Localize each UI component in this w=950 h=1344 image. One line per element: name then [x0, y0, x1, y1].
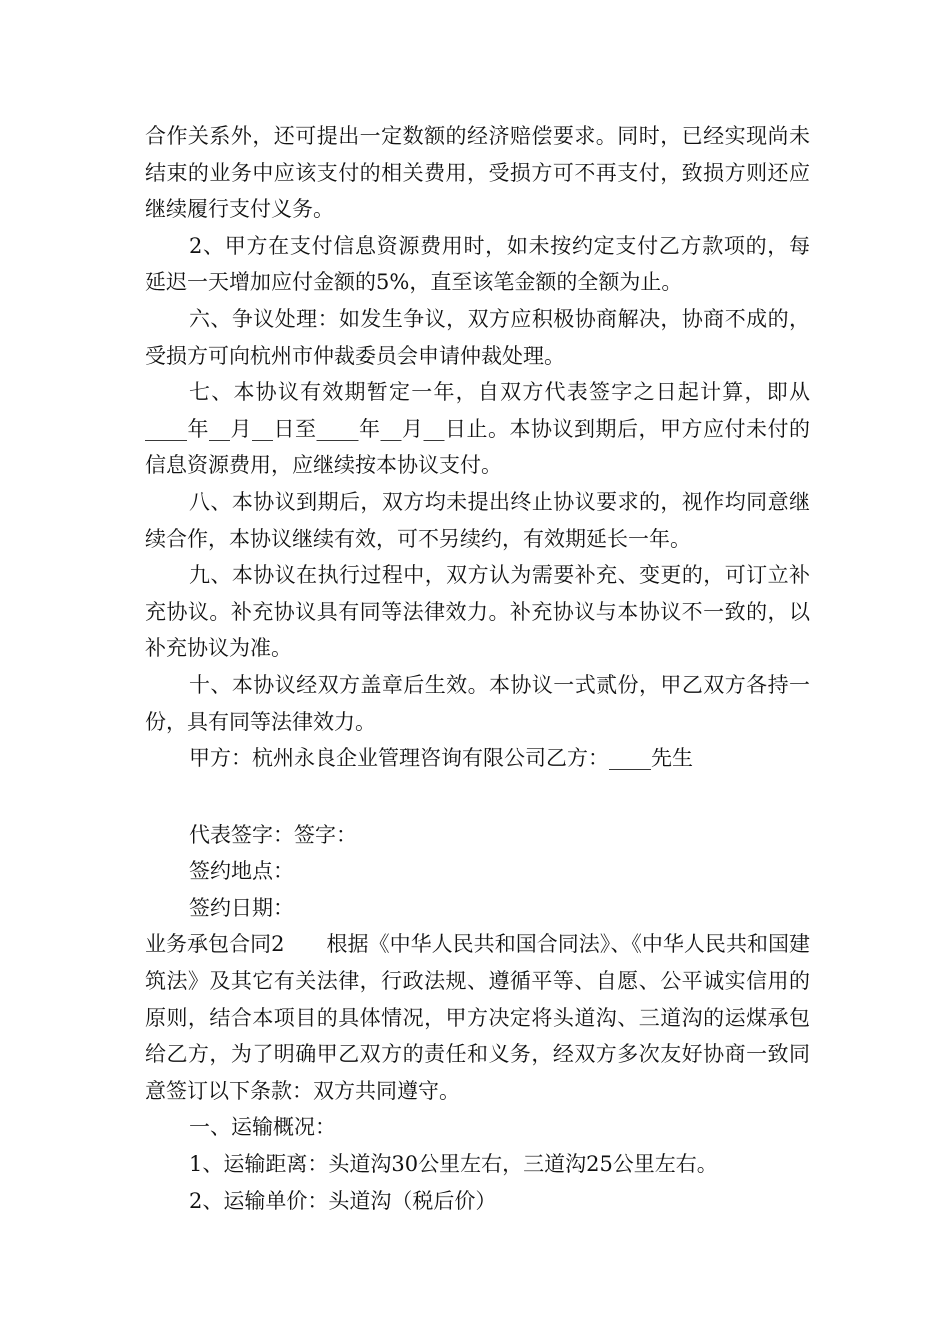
paragraph-auto-renewal: 八、本协议到期后，双方均未提出终止协议要求的，视作均同意继续合作，本协议继续有效，可不另续约，有效期延长一年。	[145, 489, 810, 551]
spacer	[145, 777, 810, 817]
signature-location: 签约地点：	[189, 859, 294, 884]
paragraph-supplementary-agreement: 九、本协议在执行过程中，双方认为需要补充、变更的，可订立补充协议。补充协议具有同等法律效力。补充协议与本协议不一致的，以补充协议为准。	[145, 563, 810, 661]
contract2-transport-unit-price: 2、运输单价：头道沟（税后价）	[189, 1188, 497, 1213]
contract2-intro: 业务承包合同2 根据《中华人民共和国合同法》、《中华人民共和国建筑法》及其它有关法律，行政法规、遵循平等、自愿、公平诚实信用的原则，结合本项目的具体情况，甲方决定将头道沟、三道沟的运煤承包给乙方，为了明确甲乙双方的责任和义务，经双方多次友好协商一致同意签订以下条款：双方共同遵守。	[145, 932, 810, 1103]
paragraph-late-payment: 2、甲方在支付信息资源费用时，如未按约定支付乙方款项的，每延迟一天增加应付金额的5%，直至该笔金额的全额为止。	[145, 233, 810, 295]
paragraph-parties: 甲方：杭州永良企业管理咨询有限公司乙方：____先生	[189, 746, 693, 771]
contract2-transport-distance: 1、运输距离：头道沟30公里左右，三道沟25公里左右。	[189, 1152, 718, 1177]
document-body	[145, 118, 810, 1219]
paragraph-validity-period: 七、本协议有效期暂定一年，自双方代表签字之日起计算，即从____年__月__日至____年__月__日止。本协议到期后，甲方应付未付的信息资源费用，应继续按本协议支付。	[145, 380, 810, 478]
contract2-section-transport-overview: 一、运输概况：	[189, 1115, 336, 1140]
paragraph-compensation-continued: 合作关系外，还可提出一定数额的经济赔偿要求。同时，已经实现尚未结束的业务中应该支付的相关费用，受损方可不再支付，致损方则还应继续履行支付义务。	[145, 124, 810, 222]
paragraph-effectiveness: 十、本协议经双方盖章后生效。本协议一式贰份，甲乙双方各持一份，具有同等法律效力。	[145, 672, 810, 734]
signature-representative: 代表签字：签字：	[189, 822, 357, 847]
signature-date: 签约日期：	[189, 895, 294, 920]
paragraph-dispute-resolution: 六、争议处理：如发生争议，双方应积极协商解决，协商不成的，受损方可向杭州市仲裁委员会申请仲裁处理。	[145, 306, 810, 368]
